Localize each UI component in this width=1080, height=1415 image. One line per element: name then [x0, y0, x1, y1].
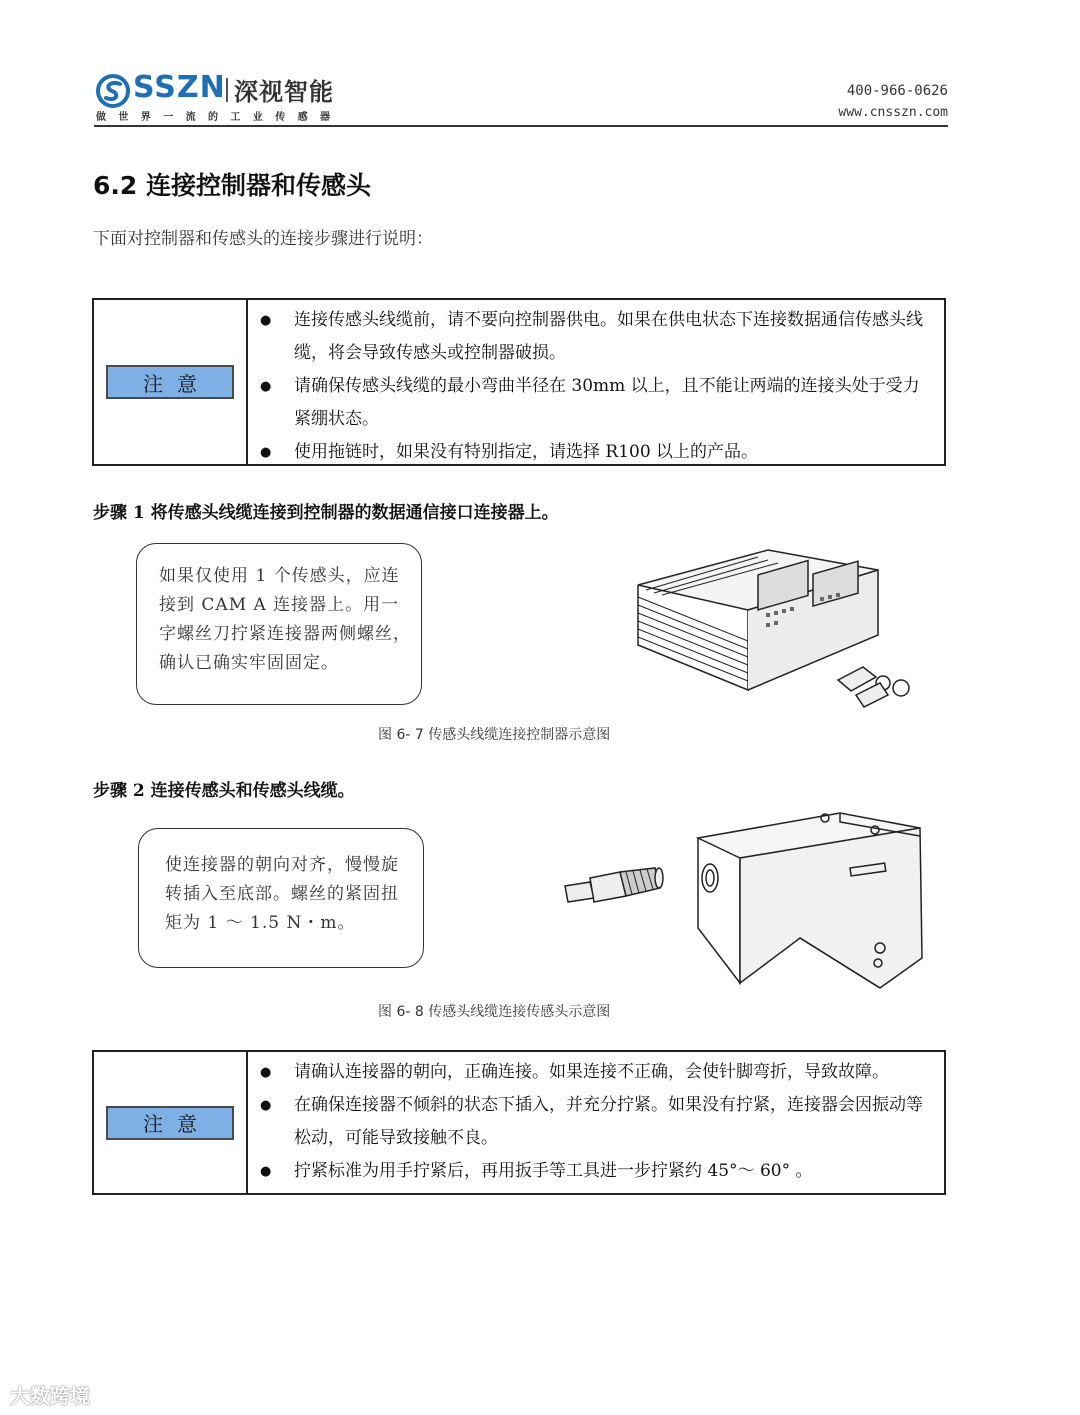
header-rule: [94, 125, 948, 127]
figure-caption-6-8: 图 6- 8 传感头线缆连接传感头示意图: [378, 1004, 611, 1020]
step-1-callout: 如果仅使用 1 个传感头，应连接到 CAM A 连接器上。用一字螺丝刀拧紧连接器两侧螺丝，确认已确实牢固固定。: [136, 543, 422, 705]
notice-item: ● 拧紧标准为用手拧紧后，再用扳手等工具进一步拧紧约 45°～ 60° 。: [248, 1155, 936, 1188]
step-2-title: 步骤 2 连接传感头和传感头线缆。: [93, 781, 355, 801]
notice-badge: 注意: [106, 1106, 234, 1140]
logo-divider: [226, 78, 228, 102]
notice-item: ● 连接传感头线缆前，请不要向控制器供电。如果在供电状态下连接数据通信传感头线缆，将会导致传感头或控制器破损。: [248, 304, 936, 370]
section-title: 6.2 连接控制器和传感头: [93, 171, 371, 200]
notice-item: ● 请确认连接器的朝向，正确连接。如果连接不正确，会使针脚弯折，导致故障。: [248, 1056, 936, 1089]
notice-item: ● 在确保连接器不倾斜的状态下插入，并充分拧紧。如果没有拧紧，连接器会因振动等松动，可能导致接触不良。: [248, 1089, 936, 1155]
logo-text: SSZN: [133, 70, 226, 105]
cable-connector-illustration: [560, 858, 670, 918]
intro-text: 下面对控制器和传感头的连接步骤进行说明：: [93, 229, 433, 249]
sensor-head-illustration: [690, 808, 935, 993]
step-2-callout: 使连接器的朝向对齐，慢慢旋转插入至底部。螺丝的紧固扭矩为 1 ～ 1.5 N・m。: [138, 828, 424, 968]
step-1-title: 步骤 1 将传感头线缆连接到控制器的数据通信接口连接器上。: [93, 503, 559, 523]
figure-caption-6-7: 图 6- 7 传感头线缆连接控制器示意图: [378, 727, 611, 743]
notice-list-2: [248, 1052, 944, 1193]
logo-chinese-name: 深视智能: [234, 78, 334, 106]
notice-badge: 注意: [106, 365, 234, 399]
notice-item: ● 请确保传感头线缆的最小弯曲半径在 30mm 以上，且不能让两端的连接头处于受力紧绷状态。: [248, 370, 936, 436]
notice-label-cell: [94, 300, 248, 464]
controller-illustration: [618, 545, 918, 715]
website: www.cnsszn.com: [838, 105, 948, 120]
phone-number: 400-966-0626: [846, 83, 948, 99]
logo-icon: [96, 74, 130, 108]
slogan: 做世界一流的工业传感器: [96, 112, 343, 123]
notice-box-1: [92, 298, 946, 466]
notice-label-cell: [94, 1052, 248, 1193]
notice-box-2: [92, 1050, 946, 1195]
notice-item: ● 使用拖链时，如果没有特别指定，请选择 R100 以上的产品。: [248, 436, 936, 469]
watermark: 大数跨境: [10, 1384, 90, 1408]
notice-list-1: [248, 300, 944, 464]
